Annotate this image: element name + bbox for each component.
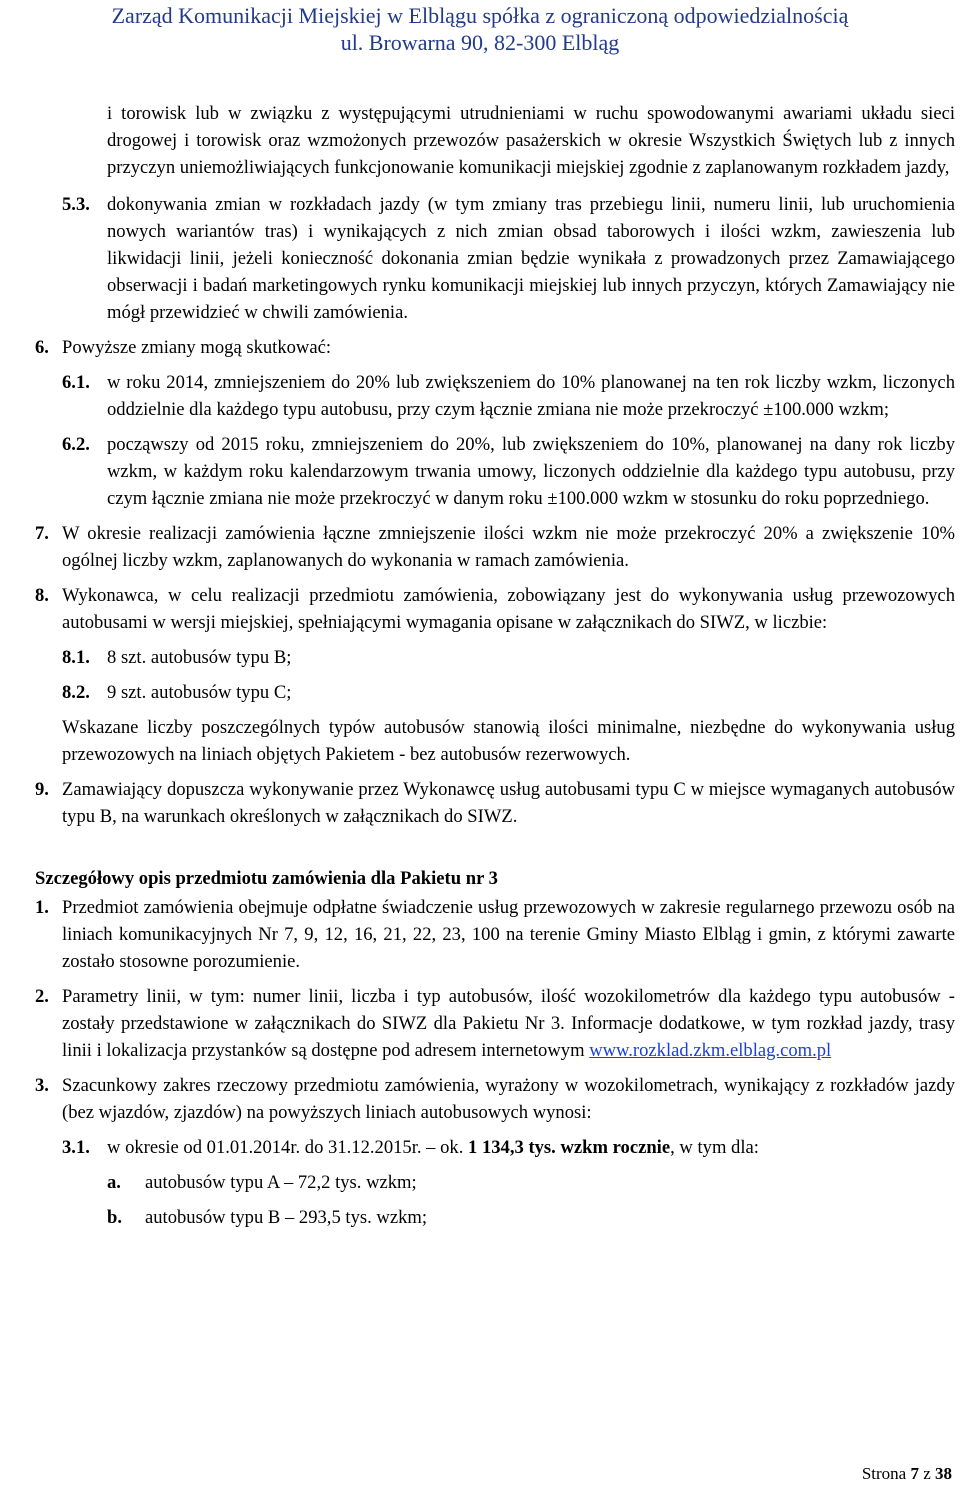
item-number: a.	[107, 1172, 121, 1193]
item-6-2	[62, 431, 955, 512]
item-text: W okresie realizacji zamówienia łączne zmniejszenie ilości wzkm nie może przekroczyć 20% a zwiększenie 10% ogólnej liczby wzkm, zaplanowanych do wykonania w ramach zamówienia.	[62, 523, 955, 571]
timetable-link[interactable]: www.rozklad.zkm.elblag.com.pl	[589, 1040, 832, 1061]
item-text-tail: , w tym dla:	[670, 1137, 759, 1158]
item-8-1	[62, 644, 955, 671]
item-number: 3.	[35, 1075, 49, 1096]
footer-separator: z	[923, 1464, 931, 1483]
item-text: autobusów typu B – 293,5 tys. wzkm;	[145, 1207, 428, 1228]
item-number: 8.2.	[62, 682, 90, 703]
paragraph-continuation: i torowisk lub w związku z występującymi utrudnieniami w ruchu spowodowanymi awariami układu sieci drogowej i torowisk oraz wzmożonych przewozów pasażerskich w okresie Wszystkich Świętych lub z innych przyczyn uniemożliwiających funkcjonowanie komunikacji miejskiej zgodnie z zaplanowanym rozkładem jazdy,	[107, 103, 955, 178]
item-number: 9.	[35, 779, 49, 800]
item-text: Powyższe zmiany mogą skutkować:	[62, 337, 332, 358]
item-text: 9 szt. autobusów typu C;	[107, 682, 292, 703]
item-5-3	[62, 191, 955, 326]
item-6	[35, 334, 955, 361]
item-number: 2.	[35, 986, 49, 1007]
item-text: Zamawiający dopuszcza wykonywanie przez Wykonawcę usług autobusami typu C w miejsce wymaganych autobusów typu B, na warunkach określonych w załącznikach do SIWZ.	[62, 779, 955, 827]
item-text: Przedmiot zamówienia obejmuje odpłatne świadczenie usług przewozowych w zakresie regularnego przewozu osób na liniach komunikacyjnych Nr 7, 9, 12, 16, 21, 22, 23, 100 na terenie Gminy Miasto Elbląg i gmin, z którymi zawarte zostało stosowne porozumienie.	[62, 897, 955, 972]
item-text: Parametry linii, w tym: numer linii, liczba i typ autobusów, ilość wozokilometrów dla każdego typu autobusów - zostały przedstawione w załącznikach do SIWZ dla Pakietu Nr 3. Informacje dodatkowe, w tym rozkład jazdy, trasy linii i lokalizacja przystanków są dostępne pod adresem internetowym	[62, 986, 955, 1061]
item-number: 1.	[35, 897, 49, 918]
item-8	[35, 582, 955, 636]
item-number: 8.1.	[62, 647, 90, 668]
item-text-wrapper	[107, 1134, 955, 1161]
footer-current-page: 7	[910, 1464, 919, 1483]
item-text: autobusów typu A – 72,2 tys. wzkm;	[145, 1172, 417, 1193]
item-8-2	[62, 679, 955, 706]
item-6-1	[62, 369, 955, 423]
item-text-wrapper	[62, 983, 955, 1064]
pakiet3-item-2	[35, 983, 955, 1064]
item-number: 5.3.	[62, 194, 90, 215]
pakiet3-item-1	[35, 894, 955, 975]
item-text: Szacunkowy zakres rzeczowy przedmiotu zamówienia, wyrażony w wozokilometrach, wynikający z rozkładów jazdy (bez wjazdów, zjazdów) na powyższych liniach autobusowych wynosi:	[62, 1075, 955, 1123]
item-text: w roku 2014, zmniejszeniem do 20% lub zwiększeniem do 10% planowanej na ten rok liczby wzkm, liczonych oddzielnie dla każdego typu autobusu, przy czym łącznie zmiana nie może przekroczyć ±100.000 wzkm;	[107, 372, 955, 420]
page-number-footer	[862, 1464, 952, 1484]
header-company-name: Zarząd Komunikacji Miejskiej w Elblągu spółka z ograniczoną odpowiedzialnością	[111, 3, 849, 28]
item-number: 6.1.	[62, 372, 90, 393]
pakiet3-item-b	[107, 1204, 955, 1231]
item-number: b.	[107, 1207, 122, 1228]
item-text: w okresie od 01.01.2014r. do 31.12.2015r. – ok.	[107, 1137, 464, 1158]
footer-total-pages: 38	[935, 1464, 952, 1483]
item-number: 8.	[35, 585, 49, 606]
item-text-bold: 1 134,3 tys. wzkm rocznie	[468, 1137, 671, 1158]
item-8-note: Wskazane liczby poszczególnych typów autobusów stanowią ilości minimalne, niezbędne do wykonywania usług przewozowych na liniach objętych Pakietem - bez autobusów rezerwowych.	[62, 717, 955, 765]
item-text: 8 szt. autobusów typu B;	[107, 647, 292, 668]
item-9	[35, 776, 955, 830]
document-body	[35, 100, 955, 1231]
item-number: 3.1.	[62, 1137, 90, 1158]
item-text: począwszy od 2015 roku, zmniejszeniem do 20%, lub zwiększeniem do 10%, planowanej na dany rok liczby wzkm, w każdym roku kalendarzowym trwania umowy, liczonych oddzielnie dla każdego typu autobusu, przy czym łącznie zmiana nie może przekroczyć w danym roku ±100.000 wzkm w stosunku do roku poprzedniego.	[107, 434, 955, 509]
header-address: ul. Browarna 90, 82-300 Elbląg	[340, 30, 620, 55]
item-number: 6.2.	[62, 434, 90, 455]
item-number: 6.	[35, 337, 49, 358]
pakiet3-item-3-1	[62, 1134, 955, 1161]
section-heading: Szczegółowy opis przedmiotu zamówienia dla Pakietu nr 3	[35, 868, 498, 889]
pakiet3-item-3	[35, 1072, 955, 1126]
item-text: dokonywania zmian w rozkładach jazdy (w tym zmiany tras przebiegu linii, numeru linii, lub uruchomienia nowych wariantów tras) i wynikających z nich zmian obsad taborowych i ilości wzkm, zawieszenia lub likwidacji linii, jeżeli konieczność dokonania zmian będzie wynikała z prowadzonych przez Zamawiającego obserwacji i badań marketingowych rynku komunikacji miejskiej lub innych przyczyn, których Zamawiający nie mógł przewidzieć w chwili zamówienia.	[107, 194, 955, 323]
item-text: Wykonawca, w celu realizacji przedmiotu zamówienia, zobowiązany jest do wykonywania usług przewozowych autobusami w wersji miejskiej, spełniającymi wymagania opisane w załącznikach do SIWZ, w liczbie:	[62, 585, 955, 633]
footer-label: Strona	[861, 1464, 907, 1483]
pakiet3-item-a	[107, 1169, 955, 1196]
item-number: 7.	[35, 523, 49, 544]
item-7	[35, 520, 955, 574]
